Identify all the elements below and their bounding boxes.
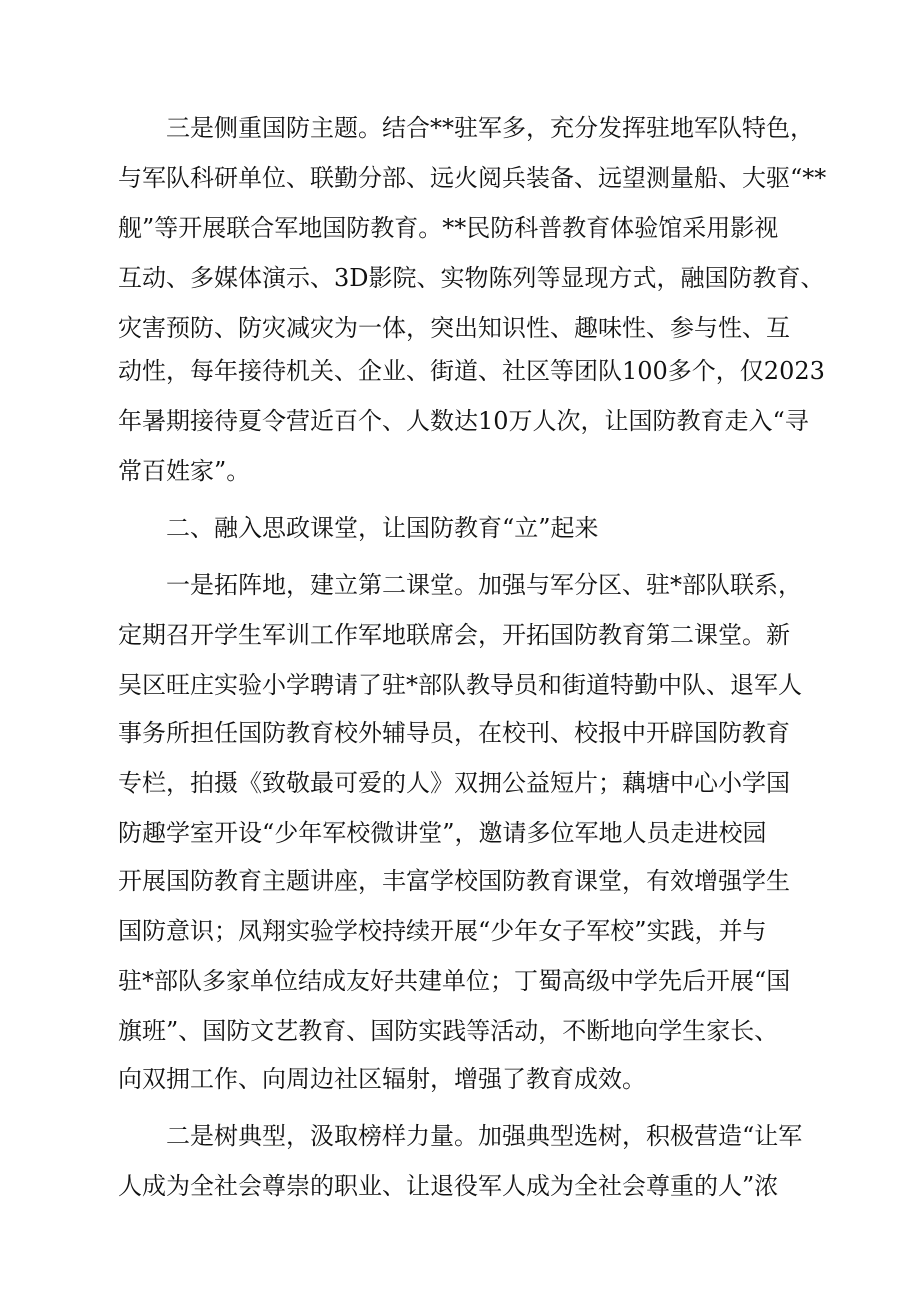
text-line: 与军队科研单位、联勤分部、远火阅兵装备、远望测量船、大驱“** bbox=[118, 164, 827, 192]
text-line: 一是拓阵地，建立第二课堂。加强与军分区、驻*部队联系， bbox=[166, 571, 802, 599]
section-heading: 二、融入思政课堂，让国防教育“立”起来 bbox=[166, 514, 599, 542]
text-line: 事务所担任国防教育校外辅导员，在校刊、校报中开辟国防教育 bbox=[118, 719, 790, 747]
text-line: 防趣学室开设“少年军校微讲堂”，邀请多位军地人员走进校园 bbox=[118, 819, 767, 847]
text-line: 常百姓家”。 bbox=[118, 457, 251, 485]
text-line: 人成为全社会尊崇的职业、让退役军人成为全社会尊重的人”浓 bbox=[118, 1172, 779, 1200]
text-line: 专栏，拍摄《致敬最可爱的人》双拥公益短片；藕塘中心小学国 bbox=[118, 769, 790, 797]
text-line: 互动、多媒体演示、3D影院、实物陈列等显现方式，融国防教育、 bbox=[118, 264, 825, 292]
text-line: 三是侧重国防主题。结合**驻军多，充分发挥驻地军队特色， bbox=[166, 114, 814, 142]
text-line: 旗班”、国防文艺教育、国防实践等活动，不断地向学生家长、 bbox=[118, 1017, 779, 1045]
text-line: 定期召开学生军训工作军地联席会，开拓国防教育第二课堂。新 bbox=[118, 621, 790, 649]
text-line: 国防意识；凤翔实验学校持续开展“少年女子军校”实践，并与 bbox=[118, 917, 767, 945]
text-line: 灾害预防、防灾减灾为一体，突出知识性、趣味性、参与性、互 bbox=[118, 314, 790, 342]
text-line: 年暑期接待夏令营近百个、人数达10万人次，让国防教育走入“寻 bbox=[118, 407, 809, 435]
text-line: 向双拥工作、向周边社区辐射，增强了教育成效。 bbox=[118, 1065, 646, 1093]
text-line: 开展国防教育主题讲座，丰富学校国防教育课堂，有效增强学生 bbox=[118, 867, 790, 895]
text-line: 驻*部队多家单位结成友好共建单位；丁蜀高级中学先后开展“国 bbox=[118, 967, 791, 995]
text-line: 动性，每年接待机关、企业、街道、社区等团队100多个，仅2023 bbox=[118, 357, 825, 385]
text-line: 舰”等开展联合军地国防教育。**民防科普教育体验馆采用影视 bbox=[118, 214, 779, 242]
text-line: 吴区旺庄实验小学聘请了驻*部队教导员和街道特勤中队、退军人 bbox=[118, 671, 802, 699]
text-line: 二是树典型，汲取榜样力量。加强典型选树，积极营造“让军 bbox=[166, 1122, 803, 1150]
